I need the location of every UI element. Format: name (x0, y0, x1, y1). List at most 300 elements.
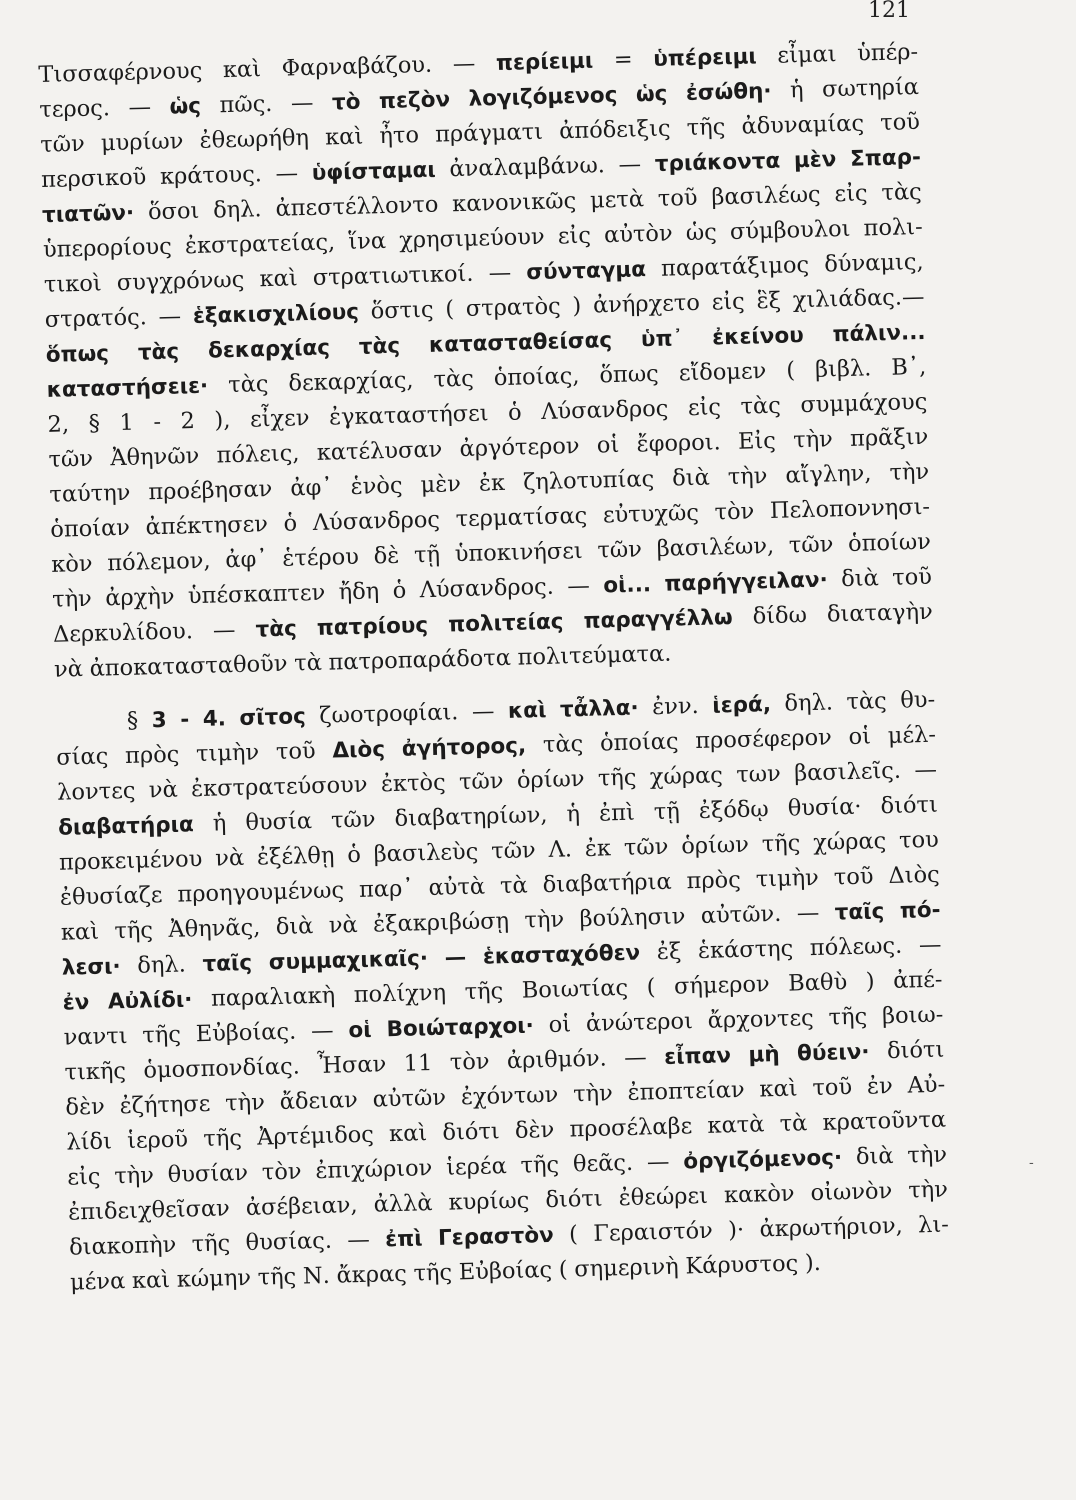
text-word: τῶν (623, 833, 669, 861)
text-word: διαβατηρίων, (394, 801, 548, 832)
text-word: πολίχνη (353, 979, 447, 1009)
text-word: τὰ (293, 649, 323, 677)
bold-lemma-word: μὴ (748, 1041, 780, 1068)
text-word: δὲ (373, 542, 400, 570)
text-word: — (623, 1044, 648, 1071)
text-word: ( (444, 296, 455, 323)
bold-lemma-word: μὲν (793, 147, 837, 174)
bold-lemma-word: θύειν· (796, 1039, 870, 1067)
text-word: κράτους. (159, 161, 263, 190)
text-word: πῶς. (219, 90, 273, 119)
text-word: συγχρόνως (116, 266, 245, 297)
bold-lemma-word: πατρίους (316, 612, 429, 641)
text-word: νὰ (148, 776, 179, 804)
text-word: τῶν (597, 536, 643, 564)
text-word: τὴν (51, 585, 93, 613)
text-word: ὁποίων (847, 528, 932, 557)
text-word: μένα (69, 1268, 126, 1296)
text-word: τῇ (413, 541, 441, 569)
text-word: Αὐ- (907, 1071, 946, 1099)
text-word: περσικοῦ (40, 164, 147, 193)
text-word: διὰ (671, 464, 711, 492)
text-word: ἡ (212, 810, 227, 837)
text-word: ἀναλαμβάνω. (449, 152, 606, 183)
text-word: κακὸν (723, 1180, 795, 1209)
text-word: ἐκ (478, 469, 506, 497)
bold-lemma-word: ἐπὶ (384, 1226, 423, 1253)
text-word: ἐκτὸς (380, 769, 446, 798)
text-word: ὁποίας (599, 728, 679, 757)
text-word: τὴν (727, 463, 768, 491)
text-word: τοῦ (275, 737, 316, 766)
text-word: ) (572, 292, 582, 320)
text-word: ἐξέλθῃ (256, 842, 335, 871)
text-word: αἴγλην, (785, 460, 872, 489)
text-word: ὑπερορίους (42, 233, 173, 263)
bold-lemma-word: πολιτείας (447, 609, 564, 638)
text-word: δίδω (752, 602, 808, 630)
bold-lemma-word: περίειμι (495, 48, 594, 77)
text-word: — (646, 1148, 670, 1176)
text-word: ἀσέβειαν, (245, 1192, 358, 1221)
text-word: εἰς (834, 180, 868, 208)
bold-lemma-word: δεκαρχίας (207, 335, 331, 364)
text-word: χρησιμεύουν (398, 223, 545, 254)
bold-lemma-word: οἱ... (603, 572, 652, 599)
text-word: ἐξόδῳ (698, 796, 770, 824)
text-word: χιλιάδας.— (792, 283, 925, 314)
text-word: τὴν (113, 1162, 155, 1190)
text-word: τερματίσας (455, 502, 588, 533)
bold-lemma-word: πάλιν... (832, 319, 926, 348)
text-word: τοῦ (833, 863, 874, 891)
text-word: ἀλλὰ (373, 1190, 433, 1218)
text-word: μὲν (420, 471, 462, 499)
text-word: τὴν (792, 426, 834, 454)
text-word: ἀπόδειξις (558, 115, 671, 145)
text-word: των (735, 760, 782, 788)
bold-lemma-word: παρήγγειλαν· (664, 567, 829, 597)
bold-lemma-word: λογιζόμενος (468, 82, 618, 112)
text-word: βασιλέως (711, 181, 821, 211)
text-word: πόλεις, (216, 440, 300, 469)
bold-lemma-word: ἑξακισχιλίους (192, 299, 360, 330)
text-word: παραλιακὴ (210, 982, 336, 1012)
text-word: — (918, 931, 942, 959)
text-word: λι- (917, 1211, 950, 1239)
text-word: τῶν (458, 768, 504, 796)
text-word: κατέλυσαν (316, 436, 443, 466)
text-word: τῆς (202, 1125, 243, 1153)
text-word: νὰ (53, 656, 84, 683)
text-word: ἐγκαταστήσει (328, 400, 489, 431)
text-word: Βαθὺ (787, 969, 848, 997)
text-word: ἄκρας (336, 1260, 408, 1289)
bold-lemma-word: διαβατήρια (57, 812, 195, 841)
text-word: — (471, 698, 495, 725)
text-word: καὶ (259, 265, 298, 293)
text-word: — (158, 303, 182, 330)
bold-lemma-word: συμμαχικαῖς· (268, 946, 429, 976)
text-word: 2 (180, 408, 196, 435)
text-word: τῆς (828, 1003, 868, 1031)
bold-lemma-word: παραγγέλλω (583, 605, 733, 634)
text-word: — (452, 50, 476, 78)
text-word: διότι (442, 1118, 501, 1146)
text-word: ἦτο (379, 122, 420, 150)
bold-lemma-word: λεσι· (61, 954, 122, 981)
text-word: τῆς (761, 830, 801, 858)
text-word: τῆς (686, 114, 726, 142)
text-word: σίας (55, 743, 109, 771)
text-word: κανονικῶς (451, 187, 577, 218)
text-word: ἐπιχώριον (315, 1155, 433, 1185)
text-word: ὁποίαν (50, 514, 131, 543)
bold-lemma-word: ὑπέρειμι (653, 44, 758, 72)
text-word: ὁ (392, 577, 407, 604)
text-word: προηγουμένως (177, 877, 345, 908)
text-word: ἑτέρου (281, 543, 360, 572)
text-word: τὰς (433, 365, 475, 393)
text-word: τιμὴν (755, 864, 820, 893)
text-word: Λύσανδρος (540, 395, 669, 425)
text-word: ἐθεώρει (618, 1182, 709, 1212)
text-word: μέλ- (887, 721, 937, 749)
text-word: σωτηρία (821, 73, 920, 103)
text-word: πρὸς (124, 741, 180, 769)
text-word: )· (727, 1216, 745, 1244)
text-word: εἰς (66, 1163, 101, 1191)
bold-lemma-word: τιατῶν· (41, 200, 135, 228)
text-word: δηλ. (137, 951, 187, 979)
text-word: ἀρχὴν (104, 583, 175, 612)
page-number: 121 (868, 0, 910, 23)
text-word: ὁποίας, (493, 362, 580, 392)
text-word: τερος. (39, 95, 111, 123)
text-word: βιβλ. (814, 355, 872, 383)
text-word: ἐπὶ (598, 799, 636, 827)
text-word: πολιτεύματα. (517, 640, 672, 671)
text-word: Ἀθηνᾶς, (168, 914, 261, 943)
text-word: § (126, 707, 139, 734)
text-word: Β᾽, (890, 353, 927, 381)
text-word: τῇ (653, 798, 681, 826)
text-word: ἐθυσίαζε (59, 882, 163, 911)
text-word: ἡ (789, 76, 804, 104)
text-word: νὰ (214, 844, 245, 872)
bold-lemma-word: ἀγήτορος, (401, 733, 527, 762)
text-word: ). (804, 1249, 822, 1277)
text-word: εἶχεν (249, 405, 310, 433)
text-word: ἐν (866, 1072, 894, 1100)
bold-lemma-word: ὑπ᾽ (640, 326, 684, 353)
commentary-text (38, 35, 950, 1301)
text-word: Τισσαφέρνους (38, 57, 203, 88)
text-word: οἱ (848, 723, 872, 751)
text-word: τῆς (191, 1230, 231, 1258)
text-word: Λύσανδρος (312, 506, 441, 536)
text-word: ναντι (63, 1022, 128, 1051)
bold-lemma-word: πό- (899, 897, 941, 924)
text-word: τοῦ (879, 108, 921, 136)
text-word: τὰς (846, 688, 888, 716)
text-word: ὁ (346, 841, 362, 869)
text-word: ἵνα (348, 227, 387, 255)
text-word: ὅσοι (147, 197, 200, 226)
text-word: Ἀθηνῶν (109, 442, 200, 472)
text-word: θυσία (245, 808, 313, 836)
text-word: θεᾶς. (572, 1149, 634, 1178)
text-word: τῆς (520, 1151, 560, 1179)
text-word: ( (785, 357, 796, 384)
text-word: Ἦσαν (316, 1051, 387, 1080)
text-word: θυσίαν (167, 1159, 249, 1188)
text-word: 2, (47, 411, 70, 438)
bold-lemma-word: ἱερά, (711, 692, 772, 719)
text-word: βασιλέων, (656, 532, 775, 562)
text-word: ὑπέρ- (856, 38, 919, 67)
bold-lemma-word: τὰς (358, 333, 401, 360)
bold-lemma-word: — (444, 945, 467, 971)
text-word: Εὐβοίας. (195, 1018, 297, 1048)
text-word: ἑκάστης (697, 935, 794, 965)
bold-lemma-word: τὰς (255, 616, 298, 643)
text-word: σημερινὴ (574, 1253, 679, 1283)
bold-lemma-word: ταῖς (834, 899, 885, 926)
bold-lemma-word: κατασταθείσας (428, 328, 613, 358)
text-word: ὁμοσπονδίας. (143, 1053, 301, 1084)
text-word: ( (558, 1256, 568, 1283)
text-word: βασιλεὺς (373, 838, 479, 868)
bold-lemma-word: καταστήσειε· (46, 373, 209, 403)
text-word: λίδι (66, 1128, 113, 1156)
text-word: συμμάχους (800, 388, 928, 419)
text-word: δὲν (65, 1093, 106, 1121)
text-word: εὐτυχῶς (602, 499, 700, 529)
bold-lemma-word: ταῖς (202, 950, 253, 977)
text-word: ἀπεστέλλοντο (275, 191, 439, 222)
text-word: εἰς (557, 222, 592, 250)
text-word: προσέλαβε (569, 1113, 693, 1143)
text-word: ) (865, 968, 875, 995)
text-word: λοντες (56, 777, 136, 806)
text-word: ὁ (507, 399, 523, 426)
text-word: ὁρίων (680, 831, 750, 860)
bold-lemma-word: σῖτος (239, 704, 307, 731)
text-word: χώρας (812, 828, 887, 856)
text-word: — (290, 89, 314, 117)
bold-lemma-word: τἆλλα· (559, 695, 639, 723)
text-word: εἶμαι (777, 41, 837, 69)
text-word: ἐθεωρήθη (199, 124, 310, 154)
bold-lemma-word: ἐν (62, 989, 90, 1016)
text-word: ἀπέκτησεν (145, 511, 269, 541)
text-word: οἰωνὸν (810, 1178, 893, 1207)
text-word: ), (214, 407, 231, 434)
text-word: καὶ (388, 1120, 428, 1148)
text-word: τὴν (889, 458, 930, 486)
text-word: στρατιωτικοί. (312, 260, 474, 291)
bold-lemma-word: - (179, 707, 190, 733)
text-word: Βοιωτίας (521, 974, 629, 1004)
text-word: διότι (545, 1185, 603, 1214)
text-word: ἐποπτείαν (627, 1076, 745, 1106)
bold-lemma-word: εἶπαν (663, 1043, 732, 1070)
text-word: τὴν (224, 1089, 266, 1117)
text-word: τοῦ (891, 563, 933, 591)
text-word: τῆς (257, 1263, 297, 1291)
bold-lemma-word: ὡς (635, 81, 668, 108)
text-word: — (212, 617, 236, 644)
text-word: — (488, 259, 512, 287)
text-word: κυρίως (448, 1187, 530, 1216)
text-word: ἄρχοντες (707, 1005, 815, 1034)
bold-lemma-word: ἐσώθη· (685, 78, 772, 107)
bold-lemma-word: καὶ (507, 697, 547, 724)
text-word: τὸν (261, 1158, 302, 1186)
text-word: πρᾶξιν (849, 423, 929, 452)
text-word: τῶν (330, 806, 376, 834)
text-word: καὶ (759, 1075, 798, 1103)
text-word: — (275, 160, 299, 187)
text-word: δηλ. (212, 196, 262, 224)
text-word: ἐκστρατεύσουν (190, 771, 368, 803)
text-word: διαβατήρια (542, 868, 672, 899)
bold-lemma-word: τὰς (137, 339, 180, 366)
text-word: πόλεμον, (106, 547, 211, 577)
text-word: πράγματι (434, 118, 544, 148)
text-word: τὸν (449, 1048, 490, 1076)
text-word: διακοπὴν (68, 1231, 177, 1261)
text-word: ἀνώτεροι (585, 1008, 694, 1037)
text-word: — (310, 1017, 334, 1045)
text-word: βασιλεῖς. (793, 757, 902, 787)
text-word: μετὰ (589, 186, 645, 214)
bold-lemma-word: 4. (202, 706, 227, 732)
text-word: ἀνήρχετο (592, 289, 701, 319)
text-word: ἀργότερον (459, 432, 580, 463)
text-word: ἀριθμόν. (506, 1045, 608, 1075)
text-word: αὐτῶν. (700, 900, 782, 929)
text-word: ὑπέσκαπτεν (187, 579, 326, 610)
text-word: — (128, 94, 152, 121)
text-word: νὰ (328, 911, 358, 939)
text-word: Φαρναβάζου. (281, 51, 433, 82)
margin-mark: - (1029, 1155, 1034, 1171)
text-word: διαταγὴν (826, 598, 934, 628)
text-word: - (153, 408, 162, 436)
text-word: ἀδυναμίας (741, 110, 865, 140)
text-word: εἰς (687, 394, 722, 422)
text-word: διὰ (855, 1142, 894, 1170)
text-word: διὰ (840, 565, 880, 593)
text-word: τὰς (740, 392, 782, 420)
text-word: τὴν (907, 1141, 948, 1169)
text-word: καὶ (324, 123, 364, 151)
text-word: τῆς (464, 978, 504, 1006)
text-word: τικοὶ (43, 270, 102, 298)
text-word: δύναμις, (823, 248, 924, 278)
text-word: προκειμένου (58, 845, 203, 876)
text-word: παρ᾽ (358, 875, 414, 903)
text-word: Δερκυλίδου. (52, 618, 194, 648)
text-word: βοιω- (881, 1001, 944, 1030)
text-word: Γεραιστόν (592, 1217, 714, 1247)
text-word: ἱεροῦ (126, 1126, 189, 1155)
text-word: ὅπως (599, 360, 660, 389)
bold-lemma-word: Αὐλίδι· (107, 987, 193, 1015)
text-word: τοῦ (657, 184, 698, 212)
text-word: τὰς (227, 371, 269, 399)
text-word: παρατάξιμος (660, 251, 810, 282)
bold-lemma-word: Διὸς (332, 737, 386, 764)
text-word: — (618, 151, 642, 178)
text-word: ἐπιδειχθεῖσαν (67, 1195, 231, 1226)
text-word: τὴν (524, 906, 565, 934)
text-word: ἐζήτησε (119, 1090, 211, 1120)
text-word: διότι (880, 791, 939, 820)
text-word: τῆς (413, 1259, 453, 1287)
text-word: τῆς (114, 917, 154, 945)
text-word: διὰ (275, 913, 314, 941)
bold-lemma-word: σύνταγμα (526, 257, 647, 286)
text-word: βούλησιν (579, 903, 686, 933)
text-word: τὸν (714, 498, 755, 526)
text-word: 1 (119, 409, 135, 436)
text-word: ἄδειαν (279, 1086, 359, 1116)
text-word: οἱ (548, 1011, 572, 1038)
bold-lemma-word: Γεραστὸν (437, 1222, 555, 1251)
text-word: κώμην (176, 1264, 252, 1293)
text-word: στρατός. (44, 304, 148, 333)
text-word: Διὸς (888, 861, 941, 890)
text-word: αὐτὸν (603, 220, 673, 249)
text-word: ἐξακριβώσῃ (372, 907, 510, 938)
text-word: προέβησαν (148, 476, 273, 506)
text-word: τῶν (490, 837, 536, 865)
text-word: προσέφερον (694, 724, 833, 755)
bold-lemma-word: ὑφίσταμαι (311, 157, 437, 186)
text-word: ὁρίων (516, 765, 585, 794)
text-word: οἱ (596, 431, 620, 459)
text-word: ὁ (283, 510, 298, 537)
text-word: ζωοτροφίαι. (319, 699, 459, 729)
bold-lemma-word: ὀργιζόμενος· (683, 1145, 843, 1175)
text-word: χώρας (649, 762, 724, 791)
text-word: στρατὸς (465, 293, 561, 322)
text-word: πρὸς (686, 866, 742, 895)
text-word: ἡ (566, 801, 581, 828)
text-word: ἐκστρατείας, (184, 229, 336, 260)
text-word: του (898, 826, 940, 854)
text-word: κὸν (50, 550, 93, 578)
text-word: αὐτὰ (428, 873, 486, 902)
paragraph-indent (56, 728, 114, 730)
text-word: = (613, 46, 634, 73)
text-word: ἀφ᾽ (290, 474, 333, 502)
bold-lemma-word: οἱ (348, 1017, 372, 1044)
text-word: ὅστις (370, 296, 434, 325)
bold-lemma-word: ἐκείνου (711, 323, 805, 351)
bold-lemma-word: 3 (151, 707, 168, 734)
text-word: καὶ (222, 56, 262, 84)
text-word: κατὰ (707, 1111, 765, 1139)
text-word: Λύσανδρος. (419, 573, 555, 604)
text-word: δεκαρχίας, (288, 367, 414, 397)
text-word: ( (568, 1221, 579, 1248)
text-word: τῆς (142, 1021, 182, 1049)
text-word: ἑνὸς (350, 472, 403, 500)
